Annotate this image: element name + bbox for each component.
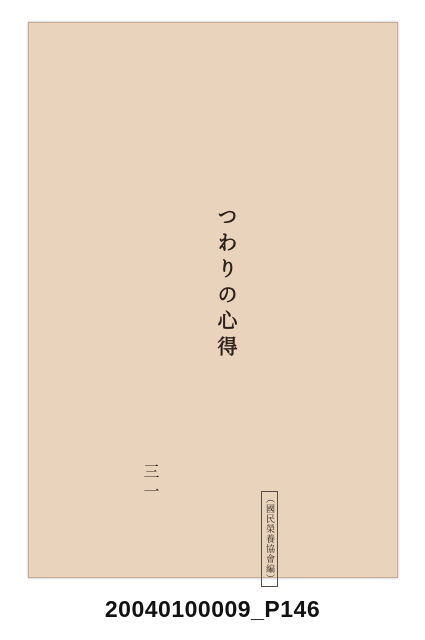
document-page <box>28 22 398 584</box>
image-caption: 20040100009_P146 <box>104 596 321 622</box>
article-title: つわりの心得 <box>214 206 238 362</box>
source-attribution: （國民榮養協會編） <box>261 491 278 587</box>
page-number: 三一 <box>141 463 160 503</box>
